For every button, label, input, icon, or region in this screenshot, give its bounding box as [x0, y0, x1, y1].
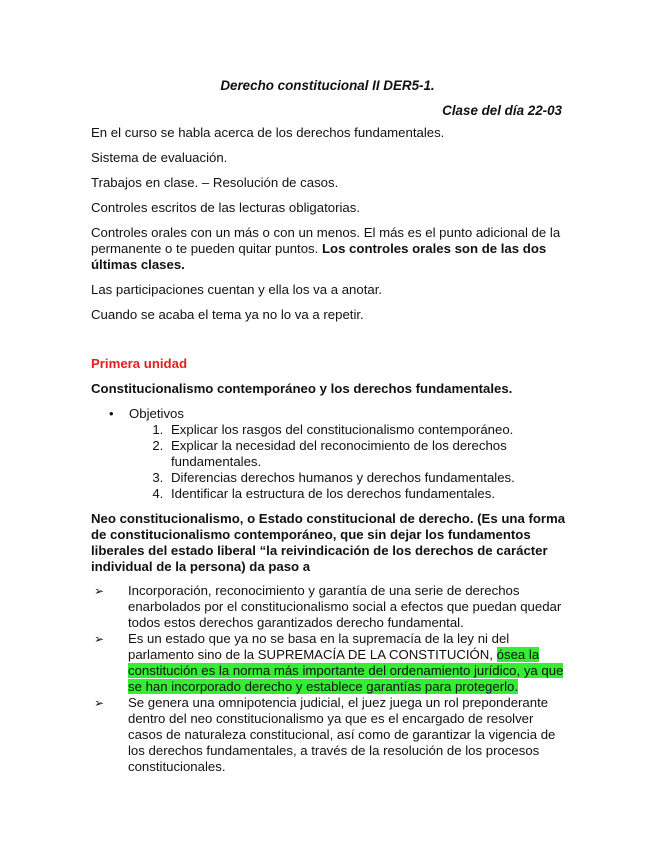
oral-controls-bold-text: Los controles orales son de las dos últimas clases.: [91, 241, 547, 272]
objectives-label: Objetivos: [129, 406, 184, 421]
objective-item: 3. Diferencias derechos humanos y derechos fundamentales.: [167, 470, 566, 486]
bullet-text: Se genera una omnipotencia judicial, el juez juega un rol preponderante dentro del neo constitucionalismo ya que es el encargado de resolver casos de naturaleza constitucional, así como de garantizar la vigencia de los derechos fundamentales, a través de la resolución de los procesos constitucionales.: [128, 695, 556, 774]
intro-paragraph-3: Trabajos en clase. – Resolución de casos.: [91, 175, 339, 190]
arrow-bullet-icon: ➢: [94, 632, 105, 646]
arrow-bullet-item: [91, 695, 566, 775]
arrow-bullet-item: [91, 631, 566, 695]
objectives-item: [129, 406, 566, 502]
objective-item: 4. Identificar la estructura de los derechos fundamentales.: [167, 486, 566, 502]
neo-constitutionalism-intro: Neo constitucionalismo, o Estado constitucional de derecho. (Es una forma de constitucionalismo contemporáneo, que sin dejar los fundamentos liberales del estado liberal “la reivindicación de los derechos de carácter individual de la persona) da paso a: [91, 511, 566, 574]
intro-paragraph-5: [91, 225, 566, 273]
arrow-bullet-icon: ➢: [94, 584, 105, 598]
intro-paragraph-4: Controles escritos de las lecturas obligatorias.: [91, 200, 361, 215]
unit-heading: Primera unidad: [91, 356, 188, 371]
objectives-numbered-list: [129, 422, 566, 502]
oral-controls-text: Controles orales con un más o con un menos. El más es el punto adicional de la permanente o te pueden quitar puntos.: [91, 225, 561, 256]
intro-paragraph-6: Las participaciones cuentan y ella los va a anotar.: [91, 282, 383, 297]
bullet-text: Incorporación, reconocimiento y garantía de una serie de derechos enarbolados por el constitucionalismo social a efectos que puedan quedar todos estos derechos garantizados derecho fundamental.: [128, 583, 562, 630]
arrow-bullet-icon: ➢: [94, 696, 105, 710]
intro-paragraph-7: Cuando se acaba el tema ya no lo va a repetir.: [91, 307, 364, 322]
intro-paragraph-1: En el curso se habla acerca de los derechos fundamentales.: [91, 125, 445, 140]
objective-item: 1. Explicar los rasgos del constitucionalismo contemporáneo.: [167, 422, 566, 438]
highlighted-text: ósea la constitución es la norma más importante del ordenamiento jurídico, ya que se han incorporado derecho y establece garantías para protegerlo.: [128, 647, 564, 694]
objective-item: 2. Explicar la necesidad del reconocimiento de los derechos fundamentales.: [167, 438, 566, 470]
bullet-text: Es un estado que ya no se basa en la supremacía de la ley ni del parlamento sino de la SUPREMACÍA DE LA CONSTITUCIÓN,: [128, 631, 510, 662]
objectives-list: [91, 406, 566, 502]
intro-paragraph-2: Sistema de evaluación.: [91, 150, 228, 165]
arrow-bullet-list: [91, 583, 566, 775]
arrow-bullet-item: [91, 583, 566, 631]
class-date: Clase del día 22-03: [442, 103, 562, 118]
document-body: [91, 125, 566, 775]
document-title: Derecho constitucional II DER5-1.: [220, 78, 435, 93]
unit-subheading: Constitucionalismo contemporáneo y los derechos fundamentales.: [91, 381, 513, 396]
